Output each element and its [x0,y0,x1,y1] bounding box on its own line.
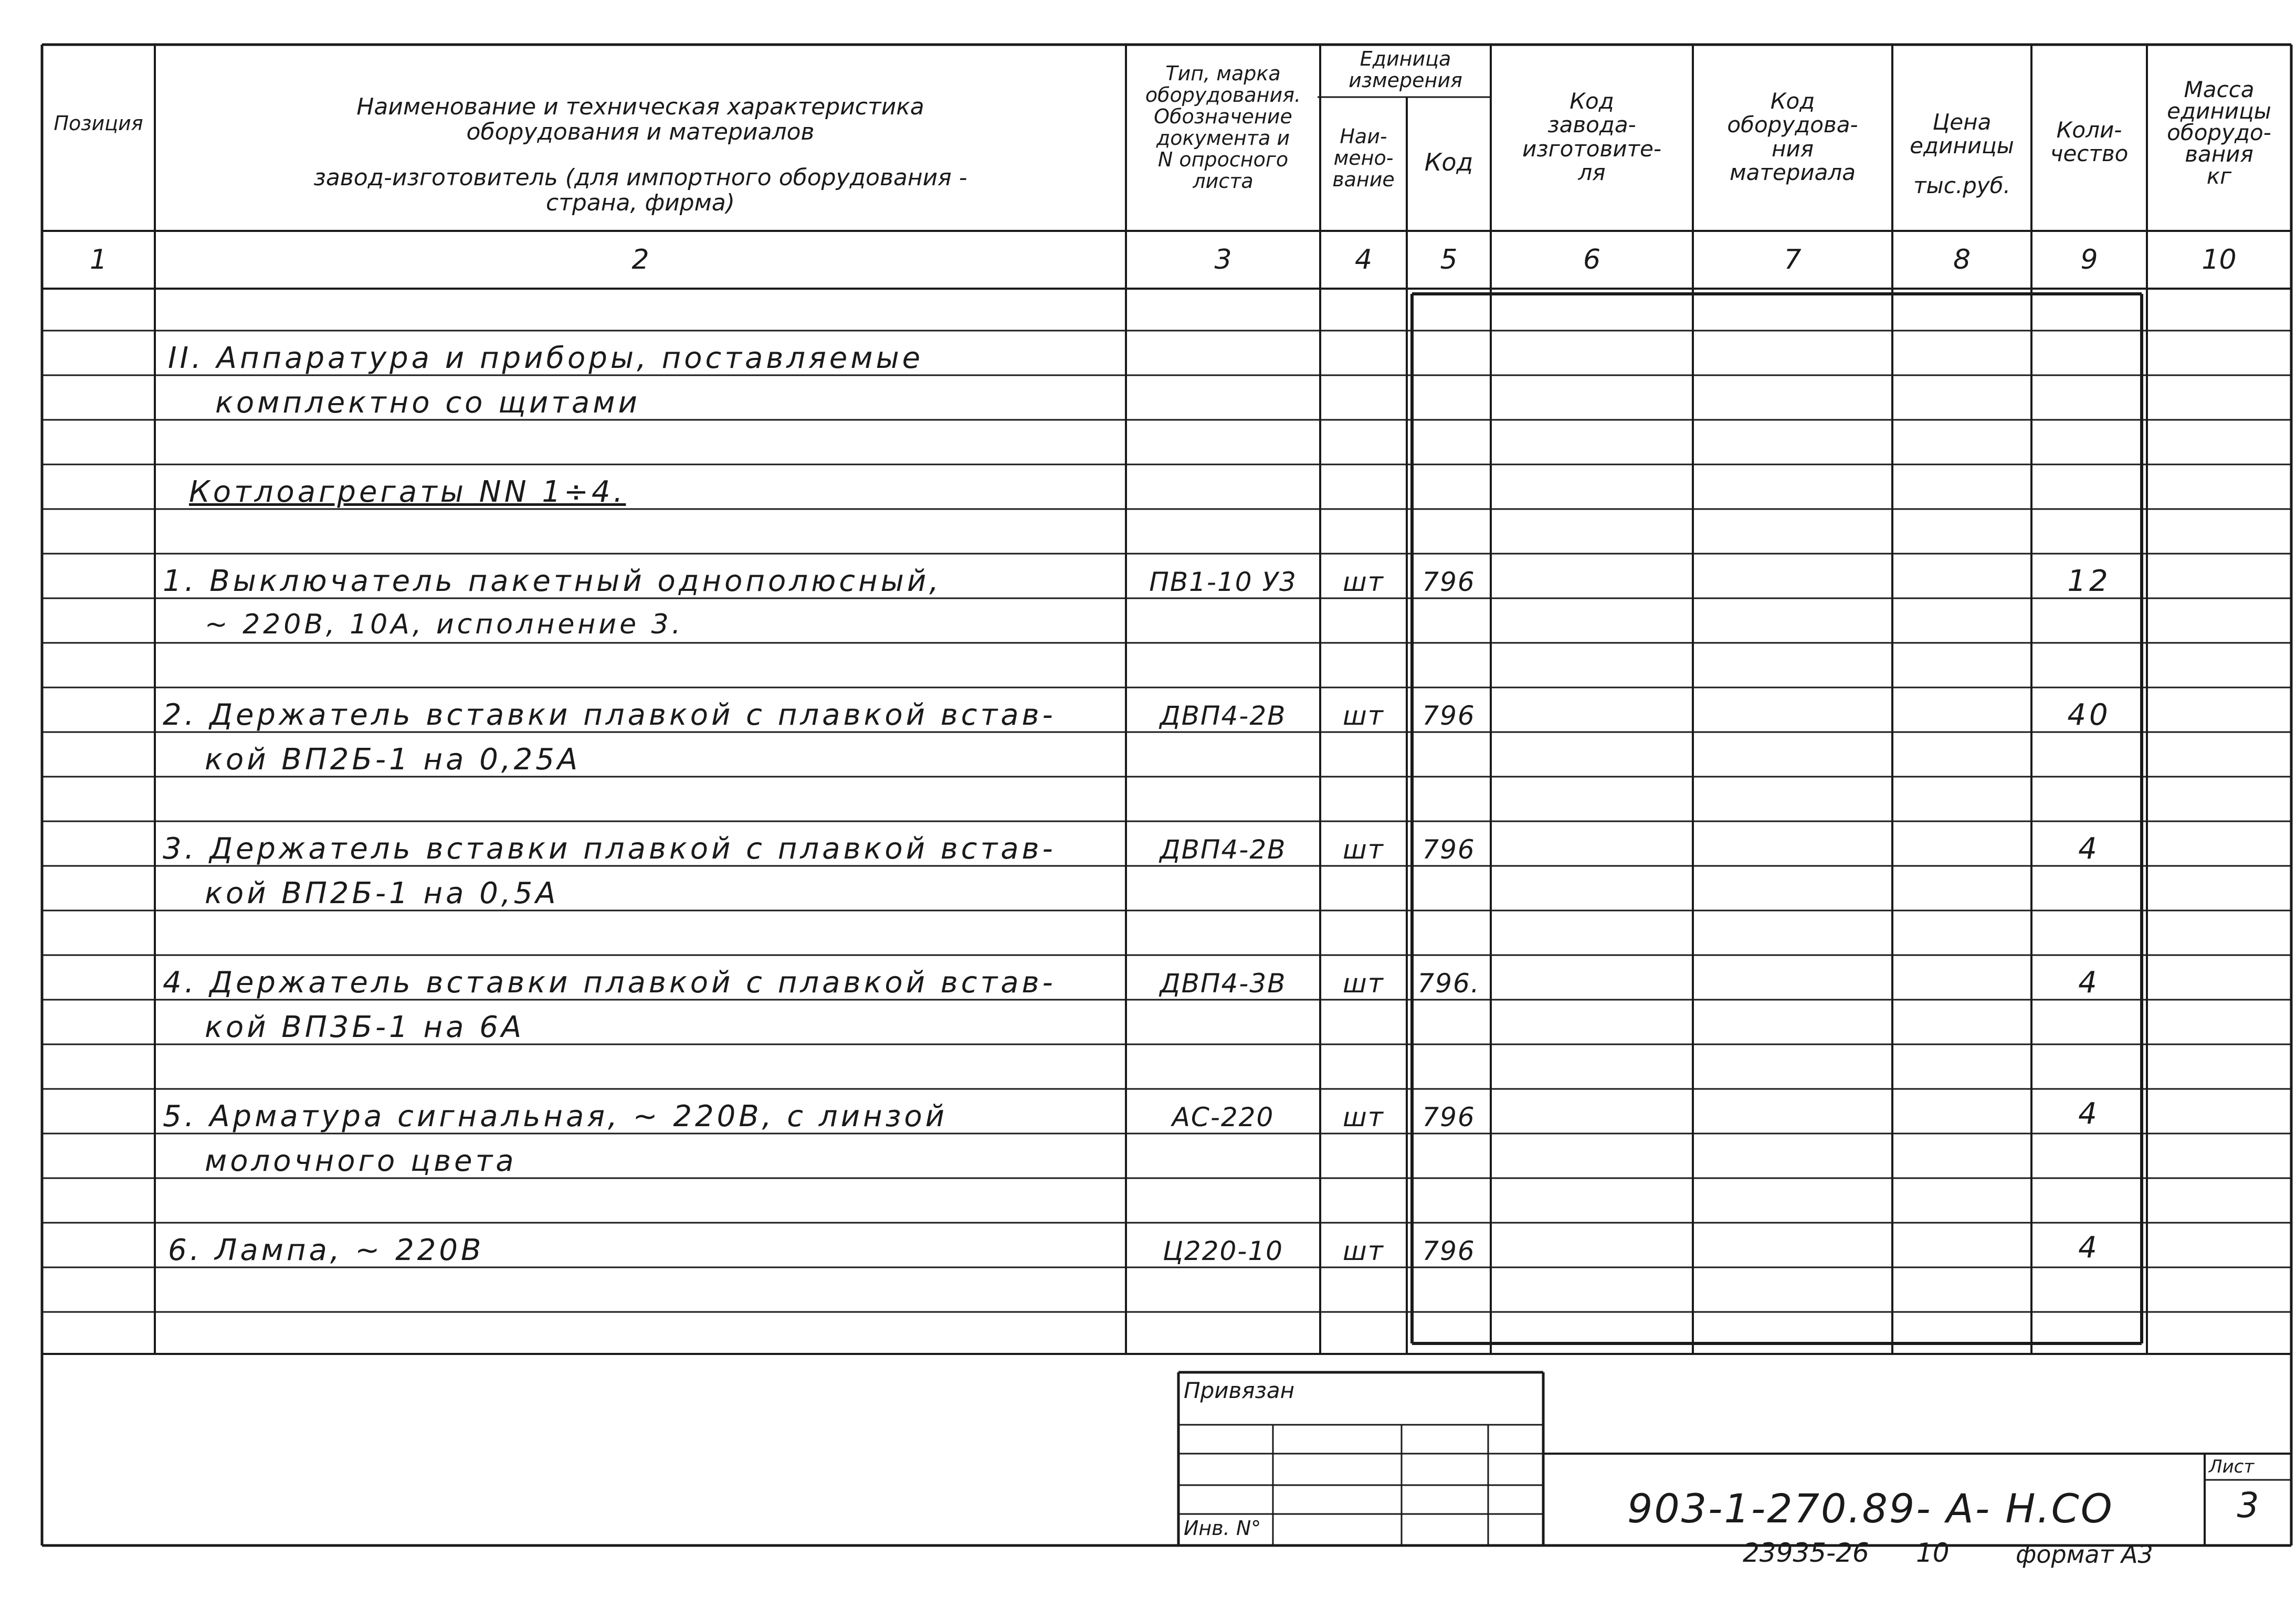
item-6-unit: шт [1343,1236,1384,1266]
item-2-type: ДВП4-2В [1160,701,1287,731]
item-2-code: 796 [1422,701,1476,731]
sheet-label: Лист [2209,1456,2255,1477]
item-5-unit: шт [1343,1102,1384,1132]
header-price: Цена единицы тыс.руб. [1910,109,2014,198]
header-mass: Масса единицы оборудо- вания кг [2167,77,2271,189]
item-1-name-line2: ~ 220В, 10А, исполнение 3. [205,609,684,640]
item-2-name-line2: кой ВП2Б-1 на 0,25А [205,743,581,777]
column-number-6: 6 [1583,244,1601,276]
item-5-quantity: 4 [2078,1097,2100,1131]
copy-number: 10 [1916,1538,1950,1568]
header-unit: Единица измерения [1349,47,1462,92]
item-1-quantity: 12 [2067,564,2111,598]
item-3-code: 796 [1422,834,1476,865]
item-4-code: 796. [1417,968,1480,999]
header-equipment-code: Код оборудова- ния материала [1727,88,1858,186]
header-unit-code: Код [1424,148,1473,176]
item-5-name-line2: молочного цвета [205,1144,517,1178]
item-4-quantity: 4 [2078,966,2100,1000]
item-3-type: ДВП4-2В [1160,834,1287,865]
item-5-code: 796 [1422,1102,1476,1132]
inventory-number-label: Инв. N° [1184,1517,1261,1540]
column-number-2: 2 [631,244,649,276]
header-quantity: Коли- чество [2050,117,2129,167]
item-3-name-line1: 3. Держатель вставки плавкой с плавкой встав- [163,832,1056,866]
item-6-quantity: 4 [2078,1231,2100,1265]
sheet-number: 3 [2237,1485,2259,1526]
header-factory-code: Код завода- изготовите- ля [1522,88,1662,186]
item-2-quantity: 40 [2067,698,2111,732]
section-title-line1: II. Аппаратура и приборы, поставляемые [168,341,924,375]
header-unit-name: Наи- мено- вание [1332,125,1395,192]
item-1-name-line1: 1. Выключатель пакетный однополюсный, [163,564,942,598]
item-4-type: ДВП4-3В [1160,968,1287,999]
item-4-name-line1: 4. Держатель вставки плавкой с плавкой встав- [163,966,1056,1000]
header-name [155,94,1126,215]
column-number-3: 3 [1214,244,1232,276]
column-number-10: 10 [2202,244,2237,276]
item-3-name-line2: кой ВП2Б-1 на 0,5А [205,876,559,910]
item-1-unit: шт [1343,567,1384,597]
section-subtitle: Котлоагрегаты NN 1÷4. [189,475,626,509]
item-3-unit: шт [1343,834,1384,865]
header-name-line4: страна, фирма) [546,189,735,216]
item-2-unit: шт [1343,701,1384,731]
column-number-8: 8 [1953,244,1971,276]
column-number-4: 4 [1354,244,1373,276]
section-title-line2: комплектно со щитами [215,386,640,420]
item-3-quantity: 4 [2078,832,2100,866]
document-code: 903-1-270.89- А- Н.СО [1627,1485,2114,1532]
header-name-line2: оборудования и материалов [466,118,815,145]
item-4-name-line2: кой ВП3Б-1 на 6А [205,1010,525,1044]
attached-label: Привязан [1184,1378,1295,1403]
format-label: формат А3 [2016,1540,2153,1569]
header-name-line1: Наименование и техническая характеристика [356,93,924,120]
item-4-unit: шт [1343,968,1384,999]
header-name-line3: завод-изготовитель (для импортного оборудования - [313,164,967,192]
column-number-1: 1 [89,244,108,276]
column-number-9: 9 [2080,244,2098,276]
item-2-name-line1: 2. Держатель вставки плавкой с плавкой встав- [163,698,1056,732]
header-type: Тип, марка оборудования. Обозначение документа и N опросного листа [1145,62,1301,193]
header-position: Позиция [54,112,143,135]
item-1-code: 796 [1422,567,1476,597]
column-number-7: 7 [1784,244,1802,276]
item-5-type: АС-220 [1172,1102,1275,1132]
item-6-type: Ц220-10 [1163,1236,1283,1266]
archive-number: 23935-26 [1743,1538,1869,1568]
item-6-code: 796 [1422,1236,1476,1266]
item-5-name-line1: 5. Арматура сигнальная, ~ 220В, с линзой [163,1099,948,1134]
item-6-name-line1: 6. Лампа, ~ 220В [168,1233,485,1267]
column-number-5: 5 [1440,244,1458,276]
item-1-type: ПВ1-10 У3 [1149,567,1297,597]
